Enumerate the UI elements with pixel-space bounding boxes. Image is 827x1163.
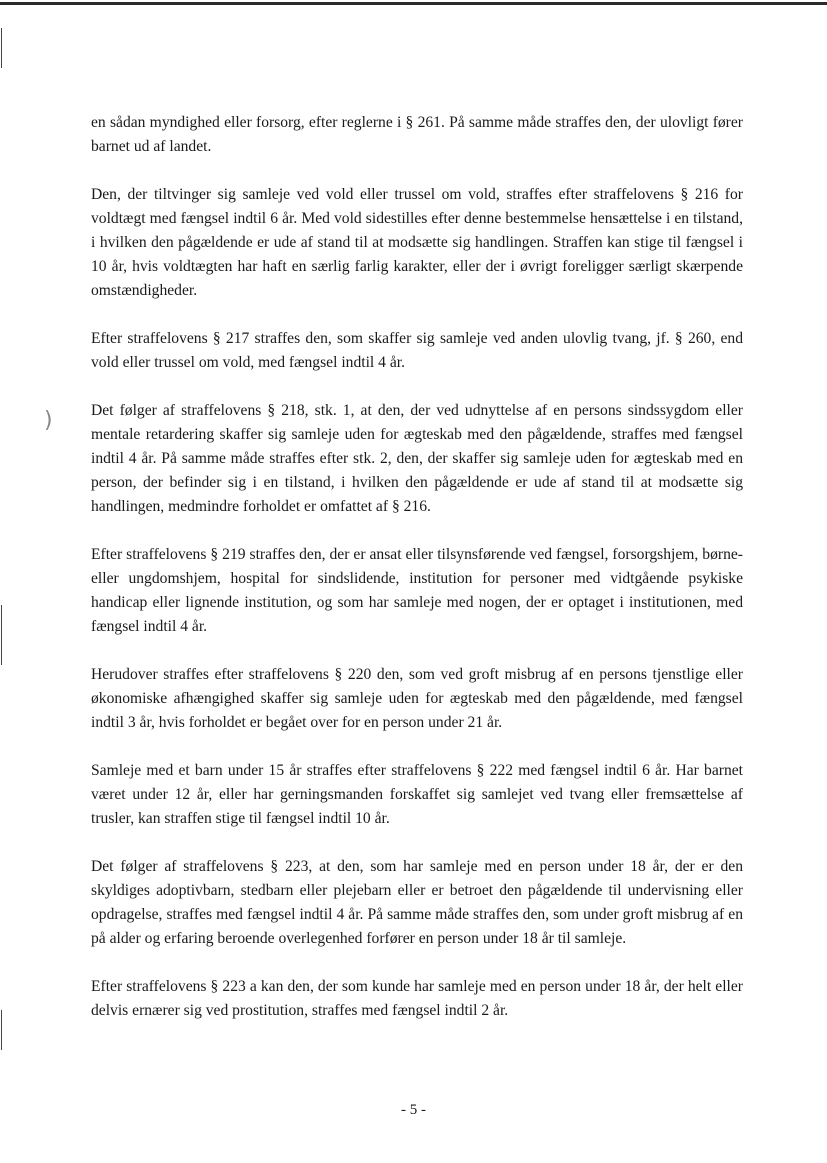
paragraph-1: en sådan myndighed eller forsorg, efter reglerne i § 261. På samme måde straffes den, der ulovligt fører barnet ud af landet. (91, 114, 743, 155)
paragraph-4: Det følger af straffelovens § 218, stk. 1, at den, der ved udnyttelse af en persons sindssygdom eller mentale retardering skaffer sig samleje uden for ægteskab med den pågældende, straffes med fængsel indtil 4 år. På samme måde straffes efter stk. 2, den, der skaffer sig samleje uden for ægteskab med en person, der befinder sig i en tilstand, i hvilken den pågældende er ude af stand til at modsætte sig handlingen, medmindre forholdet er omfattet af § 216. (91, 402, 743, 515)
margin-mark: ) (44, 408, 53, 433)
scan-edge-mark (1, 28, 2, 68)
top-edge-rule (0, 2, 827, 5)
paragraph-6: Herudover straffes efter straffelovens § 220 den, som ved groft misbrug af en persons tjenstlige eller økonomiske afhængighed skaffer sig samleje uden for ægteskab med den pågældende, med fængsel indtil 3 år, hvis forholdet er begået over for en person under 21 år. (91, 666, 743, 731)
paragraph-9: Efter straffelovens § 223 a kan den, der som kunde har samleje med en person under 18 år, der helt eller delvis ernærer sig ved prostitution, straffes med fængsel indtil 2 år. (91, 978, 743, 1019)
paragraph-8: Det følger af straffelovens § 223, at den, som har samleje med en person under 18 år, der er den skyldiges adoptivbarn, stedbarn eller plejebarn eller er betroet den pågældende til undervisning eller opdragelse, straffes med fængsel indtil 4 år. På samme måde straffes den, som under groft misbrug af en på alder og erfaring beroende overlegenhed forfører en person under 18 år til samleje. (91, 858, 743, 947)
paragraph-2: Den, der tiltvinger sig samleje ved vold eller trussel om vold, straffes efter straffelovens § 216 for voldtægt med fængsel indtil 6 år. Med vold sidestilles efter denne bestemmelse hensættelse i en tilstand, i hvilken den pågældende er ude af stand til at modsætte sig handlingen. Straffen kan stige til fængsel i 10 år, hvis voldtægten har haft en særlig farlig karakter, eller der i øvrigt foreligger særligt skærpende omstændigheder. (91, 186, 743, 299)
document-body (91, 111, 743, 1047)
paragraph-5: Efter straffelovens § 219 straffes den, der er ansat eller tilsynsførende ved fængsel, forsorgshjem, børne- eller ungdomshjem, hospital for sindslidende, institution for personer med vidtgående psykiske handicap eller lignende institution, og som har samleje med nogen, der er optaget i institutionen, med fængsel indtil 4 år. (91, 546, 743, 635)
paragraph-3: Efter straffelovens § 217 straffes den, som skaffer sig samleje ved anden ulovlig tvang, jf. § 260, end vold eller trussel om vold, med fængsel indtil 4 år. (91, 330, 743, 371)
scan-edge-mark (1, 1010, 2, 1050)
page-number: - 5 - (401, 1102, 426, 1118)
scan-edge-mark (1, 605, 2, 665)
paragraph-7: Samleje med et barn under 15 år straffes efter straffelovens § 222 med fængsel indtil 6 år. Har barnet været under 12 år, eller har gerningsmanden forskaffet sig samlejet ved tvang eller fremsættelse af trusler, kan straffen stige til fængsel indtil 10 år. (91, 762, 743, 827)
